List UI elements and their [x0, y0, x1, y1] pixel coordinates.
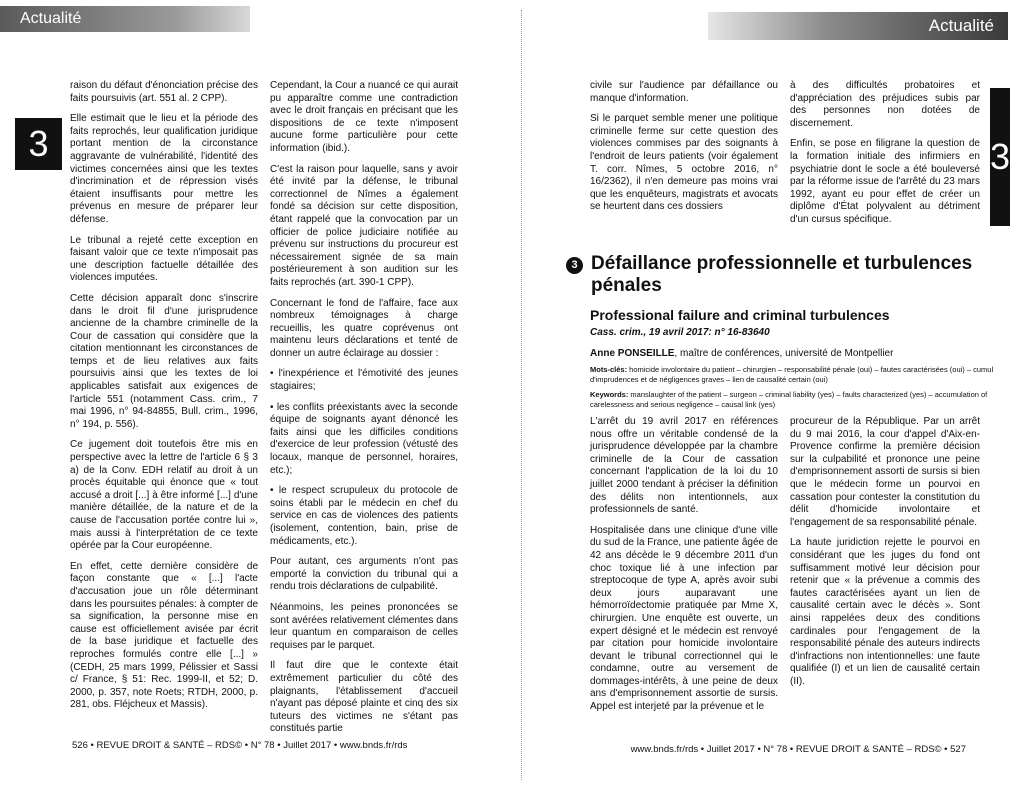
article-number-badge: 3	[566, 257, 583, 274]
paragraph: La haute juridiction rejette le pourvoi en considérant que les juges du fond ont suffisamment motivé leur décision pour retenir que « la prévenue a commis des fautes caractérisées ayant un lien de causalité certain avec le décès ». Sont ainsi rappelées deux des conditions cardinales pour l'engagement de la responsabilité pénale des auteurs indirects d'infractions non intentionnelles: une faute qualifiée (I) et un lien de causalité certain (II).	[790, 537, 980, 687]
article-header	[566, 253, 996, 409]
chapter-tab-left: 3	[15, 118, 62, 170]
article-title: Défaillance professionnelle et turbulences pénales	[591, 253, 973, 296]
bullet-item: • l'inexpérience et l'émotivité des jeunes stagiaires;	[270, 368, 458, 393]
article-subtitle: Professional failure and criminal turbulences	[590, 307, 890, 323]
chapter-tab-right: 3	[990, 88, 1010, 226]
right-page-column-4	[790, 416, 980, 688]
paragraph: Elle estimait que le lieu et la période des faits reprochés, leur qualification juridique portant mention de la circonstance aggravante de vulnérabilité, l'identité des victimes concernées ainsi que les textes d'incrimination et de répression visés étaient insuffisants pour mettre les prévenus en mesure de préparer leur défense.	[70, 113, 258, 225]
right-page-column-2	[790, 80, 980, 227]
keywords-en	[590, 390, 996, 409]
paragraph: procureur de la République. Par un arrêt du 9 mai 2016, la cour d'appel d'Aix-en-Provence confirme la première décision sur la culpabilité et prononce une peine d'emprisonnement assorti de sursis si bien que le médecin forme un pourvoi en cassation pour contester la constitution du délit d'homicide involontaire et l'engagement de sa responsabilité pénale.	[790, 416, 980, 528]
author-role: , maître de conférences, université de Montpellier	[674, 348, 894, 359]
paragraph: Cette décision apparaît donc s'inscrire dans le droit fil d'une jurisprudence ancienne de la chambre criminelle de la Cour de cassation qui considère que la citation mentionnant les circonstances de temps et de lieu relatives aux faits poursuivis ainsi que les textes de loi applicables satisfait aux exigences de l'article 551 (notamment Cass. crim., 7 mai 1996, n° 94-84855, Bull. crim., 1996, n° 194, p. 556).	[70, 292, 258, 430]
right-page-column-1	[590, 80, 778, 214]
left-page-footer: 526 • REVUE DROIT & SANTÉ – RDS© • N° 78 • Juillet 2017 • www.bnds.fr/rds	[72, 740, 408, 751]
section-banner-left	[0, 6, 250, 32]
page-spine-divider	[521, 10, 523, 780]
right-page-column-3	[590, 416, 778, 714]
paragraph: Hospitalisée dans une clinique d'une ville du sud de la France, une patiente âgée de 42 ans décède le 9 décembre 2011 d'un choc toxique lié à une infection par streptocoque de type A, après avoir subi deux jours auparavant une hémorroïdectomie pratiquée par Mme X, chirurgien. Une enquête est ouverte, un expert désigné et le médecin est renvoyé par citation pour homicide involontaire devant le tribunal correctionnel qui le condamne, outre au versement de dommages-intérêts, à une peine de deux ans d'emprisonnement assortie de sursis. Appel est interjeté par la prévenue et le	[590, 524, 778, 713]
paragraph: civile sur l'audience par défaillance ou manque d'information.	[590, 80, 778, 104]
paragraph: C'est la raison pour laquelle, sans y avoir été invité par la défense, le tribunal correctionnel de Nîmes a également fondé sa décision sur cette disposition, étant rappelé que la convocation par un officier de police judiciaire notifiée au prévenu sur instructions du procureur est nécessairement signée de sa main postérieurement à son audition sur les faits reprochés (art. 390-1 CPP).	[270, 163, 458, 288]
paragraph: à des difficultés probatoires et d'appréciation des préjudices subis par des personnes non dotées de discernement.	[790, 80, 980, 129]
keywords-fr-text: homicide involontaire du patient – chirurgien – responsabilité pénale (oui) – fautes caractérisées (oui) – cumul d'imprudences et de négligences graves – lien de causalité certain (oui)	[590, 365, 994, 384]
paragraph: En effet, cette dernière considère de façon constante que « [...] l'acte d'accusation joue un rôle déterminant dans les poursuites pénales: à compter de sa signification, la personne mise en cause est officiellement avisée par écrit de la base juridique et factuelle des reproches formulés contre elle [...] » (CEDH, 25 mars 1999, Pélissier et Sassi c/ France, § 51: Rec. 1999-II, et 52; D. 2000, p. 357, note Roets; RTDH, 2000, p. 281, obs. Fléjcheux et Massis).	[70, 560, 258, 711]
paragraph: raison du défaut d'énonciation précise des faits poursuivis (art. 551 al. 2 CPP).	[70, 80, 258, 104]
paragraph: Si le parquet semble mener une politique criminelle ferme sur cette question des violences commises par des soignants à l'endroit de leurs patients (voir également T. corr. Nîmes, 5 octobre 2016, n° 16/2362), il n'en demeure pas moins vrai que les enquêteurs, magistrats et avocats se heurtent dans ces dossiers	[590, 113, 778, 213]
paragraph: Ce jugement doit toutefois être mis en perspective avec la lettre de l'article 6 § 3 a) de la Conv. EDH relatif au droit à un procès équitable qui énonce que « tout accusé a droit [...] à être informé [...] d'une manière détaillée, de la nature et de la cause de l'accusation portée contre lui », mais aussi à l'interprétation de ce texte opérée par la Cour européenne.	[70, 439, 258, 552]
article-author	[590, 348, 996, 359]
keywords-en-label: Keywords:	[590, 390, 629, 399]
paragraph: Enfin, se pose en filigrane la question de la formation initiale des infirmiers en psychiatrie dont le socle a été bouleversé par la réforme issue de l'arrêté du 23 mars 1992, ayant eu pour effet de créer un diplôme d'État polyvalent au détriment d'un cursus spécifique.	[790, 138, 980, 225]
paragraph: Concernant le fond de l'affaire, face aux nombreux témoignages à charge recueillis, les quatre coprévenus ont maintenu leurs déclarations et tenté de donner un autre éclairage au dossier :	[270, 297, 458, 359]
right-page-footer: www.bnds.fr/rds • Juillet 2017 • N° 78 • REVUE DROIT & SANTÉ – RDS© • 527	[630, 744, 966, 755]
section-label: Actualité	[20, 10, 82, 27]
left-page-column-1	[70, 80, 258, 712]
paragraph: Le tribunal a rejeté cette exception en faisant valoir que ce texte n'imposait pas une description factuelle détaillée des violences imputées.	[70, 234, 258, 284]
left-page-column-2	[270, 80, 458, 736]
paragraph: Néanmoins, les peines prononcées se sont avérées relativement clémentes dans leur quantum en comparaison de celles requises par le parquet.	[270, 601, 458, 651]
paragraph: Pour autant, ces arguments n'ont pas emporté la conviction du tribunal qui a rendu trois déclarations de culpabilité.	[270, 556, 458, 593]
paragraph: Il faut dire que le contexte était extrêmement particulier du côté des plaignants, l'établissement d'accueil n'ayant pas déposé plainte et cinq des six tuteurs des victimes ne s'étant pas constitués partie	[270, 660, 458, 735]
bullet-item: • les conflits préexistants avec la seconde équipe de soignants ayant dénoncé les faits ainsi que les difficiles conditions d'exercice de leur profession (vétusté des locaux, manque de personnel, horaires, etc.);	[270, 401, 458, 476]
keywords-en-text: manslaughter of the patient – surgeon – criminal liability (yes) – faults characterized (yes) – accumulation of carelessness and serious negligence – causal link (yes)	[590, 390, 988, 409]
case-reference: Cass. crim., 19 avril 2017: n° 16-83640	[590, 327, 770, 338]
paragraph: Cependant, la Cour a nuancé ce qui aurait pu apparaître comme une contradiction avec le droit français en précisant que les dispositions de ce texte n'imposent aucune forme particulière pour cette information (ibid.).	[270, 80, 458, 154]
section-banner-right	[708, 12, 1008, 40]
author-name: Anne PONSEILLE	[590, 348, 675, 359]
paragraph: L'arrêt du 19 avril 2017 en références nous offre un véritable condensé de la jurisprudence développée par la chambre criminelle de la Cour de cassation concernant l'application de la loi du 10 juillet 2000 tendant à préciser la définition des délits non intentionnels, aux professionnels de santé.	[590, 416, 778, 516]
keywords-fr-label: Mots-clés:	[590, 365, 628, 374]
article-title-row	[566, 253, 996, 297]
bullet-item: • le respect scrupuleux du protocole de soins établi par le médecin en chef du service en cas de violences des patients (isolement, contention, bain, prise de médicaments, etc.).	[270, 485, 458, 547]
section-label: Actualité	[928, 16, 994, 35]
keywords-fr	[590, 365, 996, 384]
